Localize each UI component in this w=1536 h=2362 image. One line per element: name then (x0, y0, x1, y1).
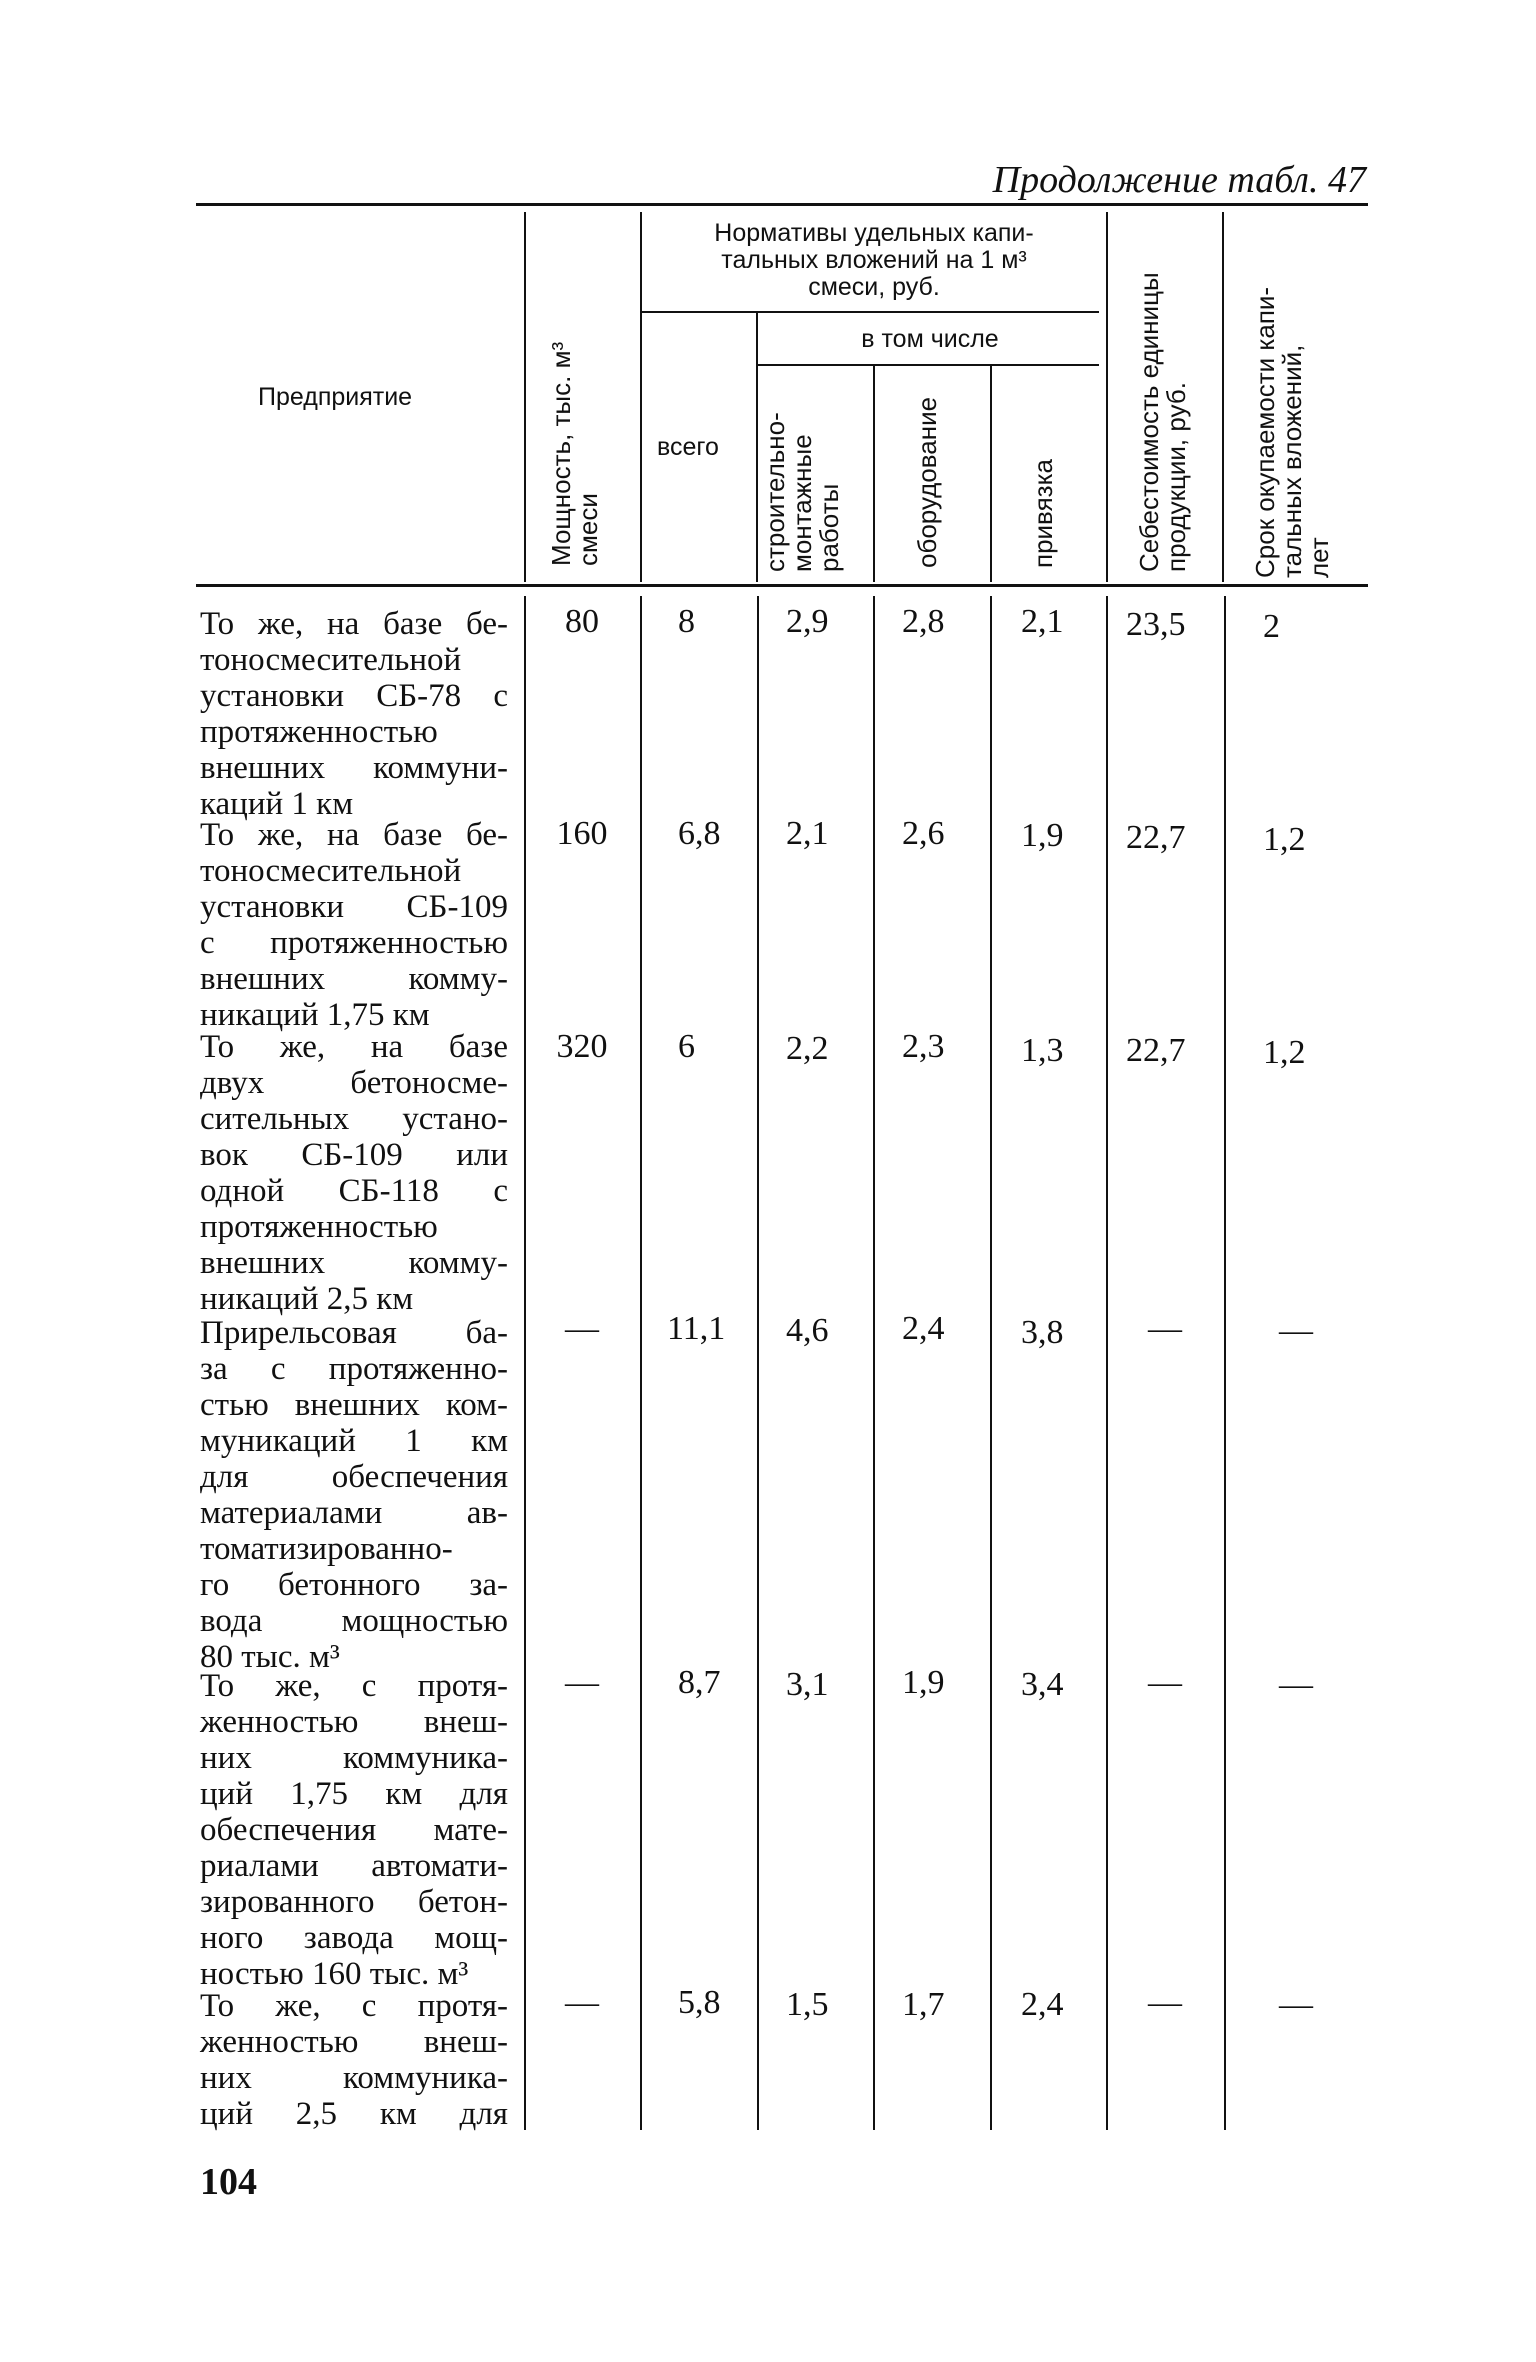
cell-total: 6,8 (678, 815, 721, 852)
cell-construction: 1,5 (786, 1986, 829, 2023)
header-vline (1222, 212, 1224, 582)
cell-construction: 3,1 (786, 1666, 829, 1703)
header-cost: Себестоимость единицы продукции, руб. (1134, 272, 1191, 572)
header-binding: привязка (1028, 459, 1058, 568)
cell-cost: 22,7 (1126, 1032, 1186, 1069)
cell-construction: 4,6 (786, 1312, 829, 1349)
cell-capacity: — (565, 1664, 599, 1701)
body-vline (640, 596, 642, 2130)
cell-total: 5,8 (678, 1984, 721, 2021)
cell-capacity: 80 (565, 603, 599, 640)
header-bottom-rule (196, 584, 1368, 587)
including-subheader-rule (757, 364, 1099, 366)
cell-equipment: 1,9 (902, 1664, 945, 1701)
row-name: То же, на базе бе- тоносмесительной установки СБ-78 с протяженностью внешних коммуни- каций 1 км (200, 606, 508, 822)
header-including: в том числе (861, 325, 999, 353)
header-vline (640, 212, 642, 582)
header-vline (990, 366, 992, 582)
cell-equipment: 2,4 (902, 1310, 945, 1347)
cell-payback: 1,2 (1263, 821, 1306, 858)
body-vline (990, 596, 992, 2130)
cell-capacity: 160 (556, 815, 608, 852)
cell-construction: 2,1 (786, 815, 829, 852)
cell-binding: 1,3 (1021, 1032, 1064, 1069)
header-vline (873, 366, 875, 582)
header-payback: Срок окупаемости капи- тальных вложений, лет (1250, 286, 1334, 578)
cell-equipment: 2,6 (902, 815, 945, 852)
cell-equipment: 2,3 (902, 1028, 945, 1065)
cell-equipment: 1,7 (902, 1986, 945, 2023)
header-vline (1106, 212, 1108, 582)
cell-cost: — (1148, 1310, 1182, 1347)
top-rule (196, 203, 1368, 206)
cell-cost: — (1148, 1984, 1182, 2021)
cell-cost: 23,5 (1126, 606, 1186, 643)
body-vline (1106, 596, 1108, 2130)
continued-caption: Продолжение табл. 47 (992, 159, 1366, 201)
cell-payback: — (1279, 1986, 1313, 2023)
cell-total: 11,1 (667, 1310, 726, 1347)
header-capacity: Мощность, тыс. м³ смеси (546, 341, 603, 566)
header-construction: строительно- монтажные работы (760, 412, 844, 572)
cell-binding: 3,8 (1021, 1314, 1064, 1351)
cell-capacity: 320 (556, 1028, 608, 1065)
header-vline (756, 313, 758, 582)
cell-total: 6 (678, 1028, 695, 1065)
cell-payback: 2 (1263, 608, 1280, 645)
cell-cost: — (1148, 1664, 1182, 1701)
cell-payback: — (1279, 1312, 1313, 1349)
cell-binding: 2,1 (1021, 603, 1064, 640)
cell-binding: 1,9 (1021, 817, 1064, 854)
body-vline (757, 596, 759, 2130)
norms-subheader-rule (642, 311, 1099, 313)
body-vline (873, 596, 875, 2130)
row-name: Прирельсовая ба- за с протяженно- стью внешних ком- муникаций 1 км для обеспечения материалами ав- томатизированно- го бетонного за- вода мощностью 80 тыс. м³ (200, 1315, 508, 1675)
cell-total: 8,7 (678, 1664, 721, 1701)
row-name: То же, с протя- женностью внеш- них коммуника- ций 2,5 км для (200, 1988, 508, 2132)
header-norms: Нормативы удельных капи- тальных вложений на 1 м³ смеси, руб. (714, 219, 1034, 301)
cell-construction: 2,9 (786, 603, 829, 640)
cell-capacity: — (565, 1310, 599, 1347)
page-number: 104 (200, 2161, 257, 2203)
body-vline (1224, 596, 1226, 2130)
cell-cost: 22,7 (1126, 819, 1186, 856)
cell-construction: 2,2 (786, 1030, 829, 1067)
row-name: То же, на базе бе- тоносмесительной установки СБ-109 с протяженностью внешних комму- никаций 1,75 км (200, 817, 508, 1033)
header-total: всего (657, 433, 719, 461)
cell-binding: 3,4 (1021, 1666, 1064, 1703)
header-enterprise: Предприятие (258, 383, 413, 411)
cell-total: 8 (678, 603, 695, 640)
header-equipment: оборудование (912, 396, 942, 568)
header-vline (524, 212, 526, 582)
row-name: То же, с протя- женностью внеш- них коммуника- ций 1,75 км для обеспечения мате- риалами автомати- зированного бетон- ного завода мощ- ностью 160 тыс. м³ (200, 1668, 508, 1992)
row-name: То же, на базе двух бетоносме- сительных устано- вок СБ-109 или одной СБ-118 с протяженностью внешних комму- никаций 2,5 км (200, 1029, 508, 1317)
cell-payback: — (1279, 1666, 1313, 1703)
cell-equipment: 2,8 (902, 603, 945, 640)
cell-binding: 2,4 (1021, 1986, 1064, 2023)
cell-payback: 1,2 (1263, 1034, 1306, 1071)
cell-capacity: — (565, 1984, 599, 2021)
